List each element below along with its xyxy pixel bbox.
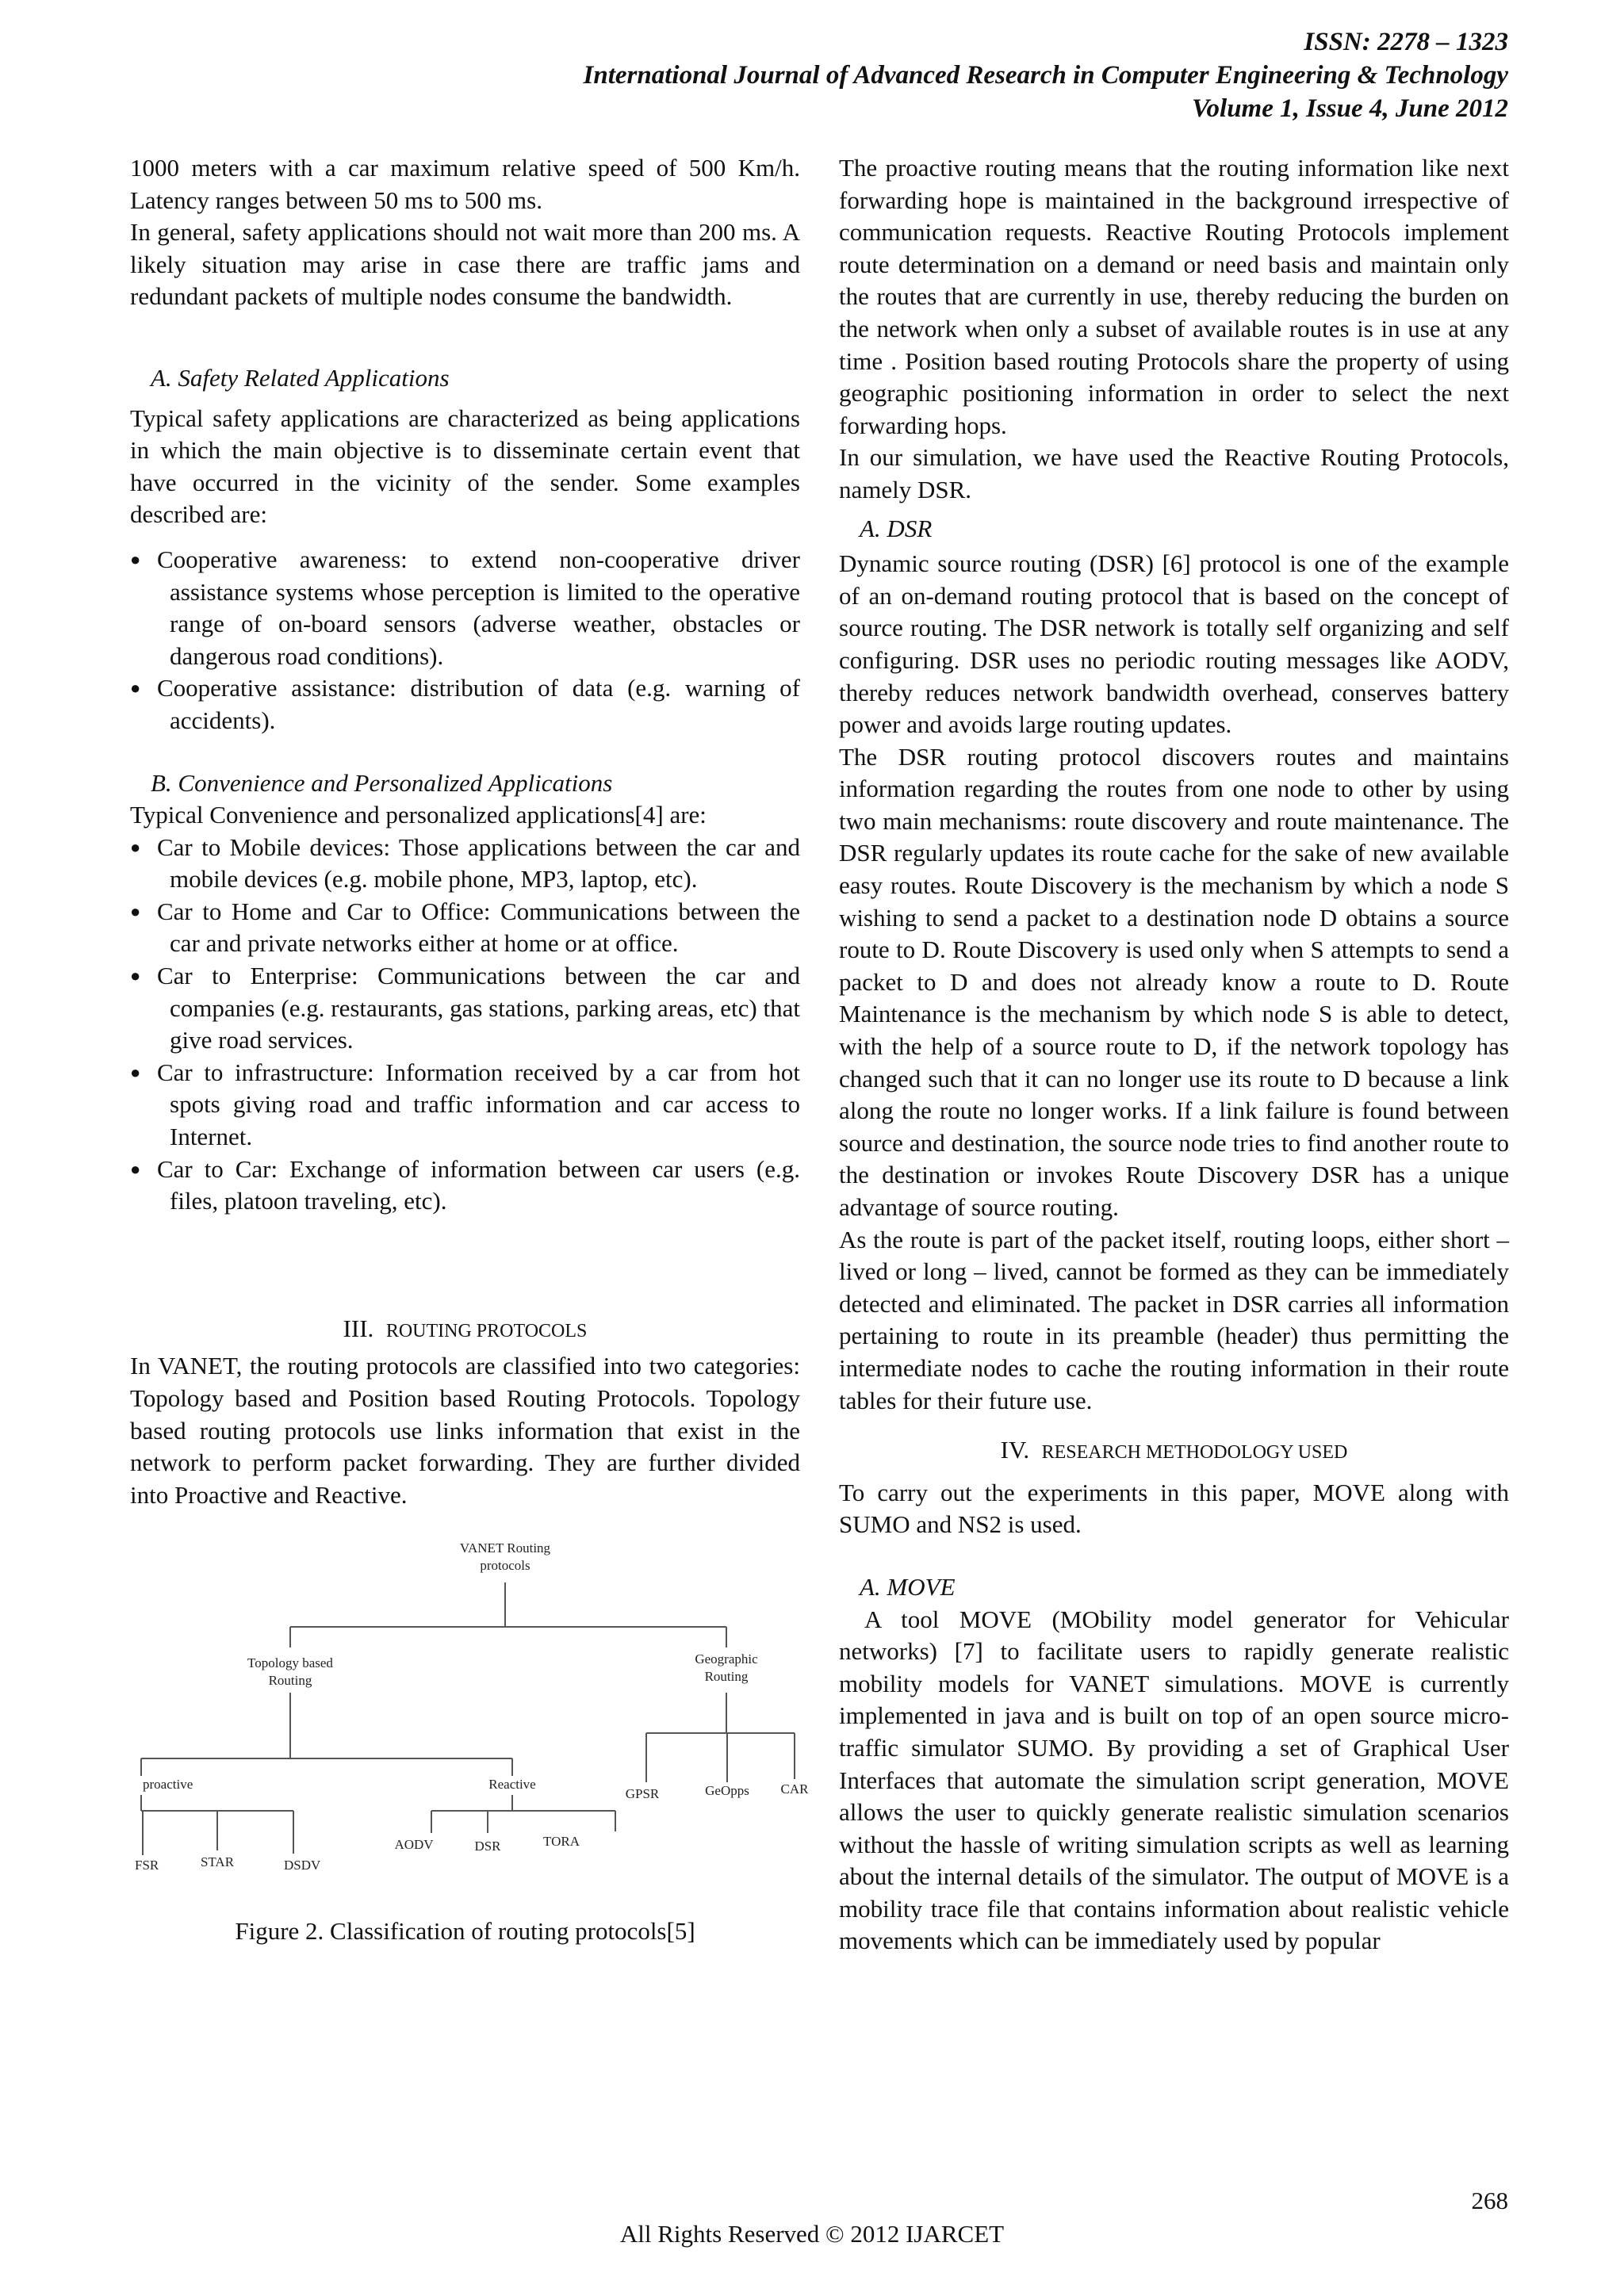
geographic-node-label-1: Geographic [695,1651,758,1667]
dsdv-node-label: DSDV [284,1858,321,1873]
paragraph: To carry out the experiments in this paper, MOVE along with SUMO and NS2 is used. [839,1478,1509,1539]
proactive-node-label: proactive [143,1777,193,1793]
bullet-icon: ● [130,901,141,921]
left-column [130,152,809,1948]
bullet-icon: ● [130,1158,141,1179]
dsr-node-label: DSR [474,1839,501,1854]
root-node-label-2: protocols [480,1558,530,1574]
geographic-node-label-2: Routing [704,1669,749,1685]
journal-header [584,25,1508,125]
bullet-list [130,544,800,737]
routing-protocols-figure [130,1521,809,1971]
reactive-node-label: Reactive [488,1777,536,1793]
bullet-icon: ● [130,1062,141,1082]
root-node-label-1: VANET Routing [459,1540,551,1556]
bullet-icon: ● [130,836,141,857]
right-column [839,152,1509,1957]
bullet-icon: ● [130,678,141,698]
subsection-heading: B. Convenience and Personalized Applications [151,768,613,797]
list-item: ● Cooperative assistance: distribution of data (e.g. warning of accidents). [130,674,800,734]
copyright-footer: All Rights Reserved © 2012 IJARCET [619,2220,1005,2248]
page-number: 268 [1471,2187,1508,2214]
bullet-list [130,832,800,1218]
star-node-label: STAR [200,1854,235,1870]
topology-node-label-1: Topology based [247,1655,333,1671]
paragraph: 1000 meters with a car maximum relative speed of 500 Km/h. Latency ranges between 50 ms to 500 ms. [130,154,800,214]
list-item: ● Car to Enterprise: Communications between the car and companies (e.g. restaurants, gas stations, parking areas, etc) that give road services. [130,962,800,1054]
paragraph: Typical safety applications are characterized as being applications in which the main objective is to disseminate certain event that have occurred in the vicinity of the sender. Some examples described are: [130,404,800,529]
bullet-icon: ● [130,549,141,569]
list-item: ● Car to Car: Exchange of information between car users (e.g. files, platoon traveling, etc). [130,1154,800,1215]
list-item: ● Car to Home and Car to Office: Communications between the car and private networks either at home or at office. [130,897,800,958]
paragraph: The DSR routing protocol discovers routes and maintains information regarding the routes from one node to other by using two main mechanisms: route discovery and route maintenance. The DSR regularly updates its route cache for the sake of new available easy routes. Route Discovery is the mechanism by which a node S wishing to send a packet to a destination node D obtains a source route to D. Route Discovery is used only when S attempts to send a packet to D and does not already know a route to D. Route Maintenance is the mechanism by which node S is able to detect, with the help of a source route to D, if the network topology has changed such that it can no longer use its route to D because a link along the route no longer works. If a link failure is found between source and destination, the source node tries to find another route to the destination or invokes Route Discovery DSR has a unique advantage of source routing. [839,742,1509,1221]
list-item: ● Car to infrastructure: Information received by a car from hot spots giving road and traffic information and car access to Internet. [130,1058,800,1151]
gpsr-node-label: GPSR [625,1786,660,1802]
paragraph: In VANET, the routing protocols are classified into two categories: Topology based and Position based Routing Protocols. Topology based routing protocols use links information that exist in the network to perform packet forwarding. They are further divided into Proactive and Reactive. [130,1352,800,1509]
paragraph: As the route is part of the packet itself, routing loops, either short – lived or long – lived, cannot be formed as they can be immediately detected and eliminated. The packet in DSR carries all information pertaining to route in its preamble (header) thus permitting the intermediate nodes to cache the routing information in their route tables for their future use. [839,1225,1509,1414]
subsection-heading: A. Safety Related Applications [151,363,450,392]
geopps-node-label: GeOpps [705,1783,749,1799]
paragraph: The proactive routing means that the routing information like next forwarding hope is maintained in the background irrespective of communication requests. Reactive Routing Protocols implement route determination on a demand or need basis and maintain only the routes that are currently in use, thereby reducing the burden on the network when only a subset of available routes is in use at any time . Position based routing Protocols share the property of using geographic positioning information in order to select the next forwarding hops. [839,154,1509,439]
tree-connectors [141,1582,795,1855]
tora-node-label: TORA [543,1834,580,1850]
aodv-node-label: AODV [394,1837,434,1853]
subsection-heading: A. DSR [860,514,933,542]
fsr-node-label: FSR [135,1858,159,1873]
list-item: ● Car to Mobile devices: Those applications between the car and mobile devices (e.g. mobile phone, MP3, laptop, etc). [130,832,800,894]
paragraph: In our simulation, we have used the Reactive Routing Protocols, namely DSR. [839,443,1509,503]
car-node-label: CAR [780,1781,809,1797]
topology-node-label-2: Routing [268,1673,312,1689]
paragraph: Dynamic source routing (DSR) [6] protocol is one of the example of an on-demand routing protocol that is based on the concept of source routing. The DSR network is totally self organizing and self configuring. DSR uses no periodic routing messages like AODV, thereby reduces network bandwidth overhead, conserves battery power and avoids large routing updates. [839,549,1509,739]
list-item: ● Cooperative awareness: to extend non-cooperative driver assistance systems whose perception is limited to the operative range of on-board sensors (adverse weather, obstacles or dangerous road conditions). [130,545,800,670]
journal-title: International Journal of Advanced Research in Computer Engineering & Technology [583,61,1508,90]
volume-info: Volume 1, Issue 4, June 2012 [1192,94,1508,123]
bullet-icon: ● [130,966,141,986]
paragraph: Typical Convenience and personalized applications[4] are: [130,801,707,829]
subsection-heading: A. MOVE [860,1572,956,1601]
section-heading: III. ROUTING PROTOCOLS [343,1314,588,1342]
paragraph: In general, safety applications should not wait more than 200 ms. A likely situation may arise in case there are traffic jams and redundant packets of multiple nodes consume the bandwidth. [130,218,800,311]
figure-caption: Figure 2. Classification of routing protocols[5] [235,1917,695,1946]
section-heading: IV. RESEARCH METHODOLOGY USED [1000,1436,1348,1464]
paragraph: A tool MOVE (MObility model generator for Vehicular networks) [7] to facilitate users to rapidly generate realistic mobility models for VANET simulations. MOVE is currently implemented in java and is built on top of an open source micro-traffic simulator SUMO. By providing a set of Graphical User Interfaces that automate the simulation script generation, MOVE allows the user to quickly generate realistic simulation scenarios without the hassle of writing simulation scripts as well as learning about the internal details of the simulator. The output of MOVE is a mobility trace file that contains information about realistic vehicle movements which can be immediately used by popular [839,1605,1509,1955]
issn: ISSN: 2278 – 1323 [1304,28,1508,56]
